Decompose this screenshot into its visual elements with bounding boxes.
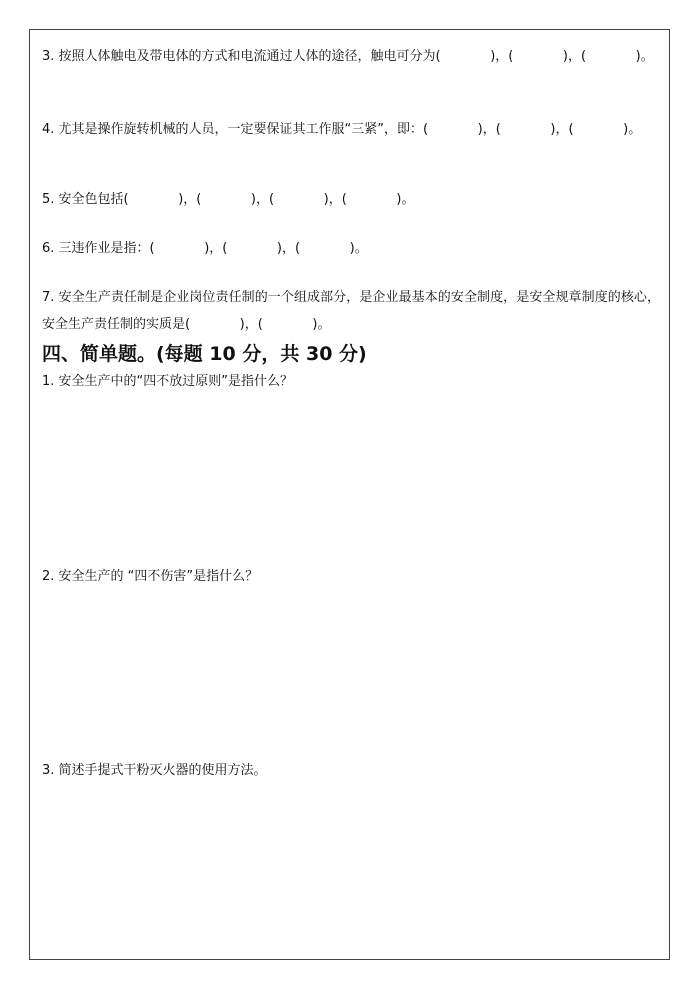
fill-blank-question-5: 5. 安全色包括( )，( )，( )，( )。 bbox=[42, 192, 415, 207]
section-heading: 四、简单题。(每题 10 分，共 30 分) bbox=[42, 343, 367, 365]
fill-blank-question-6: 6. 三违作业是指：( )，( )，( )。 bbox=[42, 241, 368, 256]
short-answer-question-1: 1. 安全生产中的“四不放过原则”是指什么？ bbox=[42, 374, 294, 389]
fill-blank-question-4: 4. 尤其是操作旋转机械的人员，一定要保证其工作服“三紧”，即：( )，( )，( )。 bbox=[42, 122, 642, 137]
short-answer-question-2: 2. 安全生产的 “四不伤害”是指什么？ bbox=[42, 569, 259, 584]
fill-blank-question-7: 7. 安全生产责任制是企业岗位责任制的一个组成部分，是企业最基本的安全制度，是安全规章制度的核心，安全生产责任制的实质是( )，( )。 bbox=[42, 290, 660, 332]
page-border bbox=[29, 29, 670, 960]
fill-blank-question-3: 3. 按照人体触电及带电体的方式和电流通过人体的途径，触电可分为( )，( )，( )。 bbox=[42, 49, 654, 64]
short-answer-question-3: 3. 简述手提式干粉灭火器的使用方法。 bbox=[42, 763, 267, 778]
